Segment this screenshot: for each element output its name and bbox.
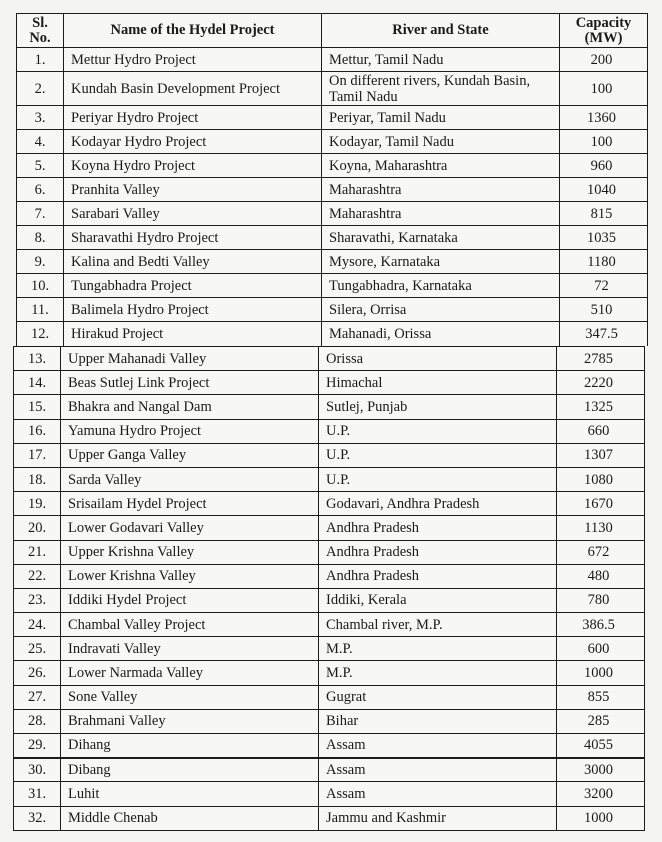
sl-no: 17. [14, 443, 61, 467]
table-row [14, 395, 645, 419]
river-state: U.P. [319, 443, 557, 467]
table-header-row [17, 14, 648, 48]
project-name: Middle Chenab [61, 806, 319, 830]
project-name: Periyar Hydro Project [64, 106, 322, 130]
project-name: Srisailam Hydel Project [61, 492, 319, 516]
header-sl-no-line1: Sl. [32, 14, 48, 31]
table-row [14, 492, 645, 516]
project-name: Sarabari Valley [64, 202, 322, 226]
project-name: Pranhita Valley [64, 178, 322, 202]
capacity: 1000 [557, 806, 645, 830]
table-row [14, 588, 645, 612]
sl-no: 14. [14, 371, 61, 395]
sl-no: 28. [14, 709, 61, 733]
sl-no: 29. [14, 734, 61, 758]
table-row [14, 782, 645, 806]
table-row [14, 685, 645, 709]
header-capacity [560, 14, 648, 48]
capacity: 4055 [557, 734, 645, 758]
capacity: 2785 [557, 347, 645, 371]
table-row [14, 564, 645, 588]
capacity: 1130 [557, 516, 645, 540]
river-state: Andhra Pradesh [319, 540, 557, 564]
capacity: 1307 [557, 443, 645, 467]
sl-no: 19. [14, 492, 61, 516]
project-name: Dihang [61, 734, 319, 758]
table-row [17, 106, 648, 130]
sl-no: 31. [14, 782, 61, 806]
project-name: Iddiki Hydel Project [61, 588, 319, 612]
river-state: Sutlej, Punjab [319, 395, 557, 419]
hydel-projects-table-lower [13, 346, 645, 831]
capacity: 510 [560, 298, 648, 322]
sl-no: 3. [17, 106, 64, 130]
sl-no: 23. [14, 588, 61, 612]
table-row [17, 322, 648, 346]
header-sl-no [17, 14, 64, 48]
river-state: Kodayar, Tamil Nadu [322, 130, 560, 154]
sl-no: 21. [14, 540, 61, 564]
river-state: Silera, Orrisa [322, 298, 560, 322]
river-state: Tungabhadra, Karnataka [322, 274, 560, 298]
capacity: 1180 [560, 250, 648, 274]
river-state: Chambal river, M.P. [319, 613, 557, 637]
river-state: Sharavathi, Karnataka [322, 226, 560, 250]
sl-no: 2. [17, 72, 64, 106]
sl-no: 26. [14, 661, 61, 685]
capacity: 3200 [557, 782, 645, 806]
project-name: Yamuna Hydro Project [61, 419, 319, 443]
table-row [17, 154, 648, 178]
project-name: Balimela Hydro Project [64, 298, 322, 322]
project-name: Beas Sutlej Link Project [61, 371, 319, 395]
sl-no: 25. [14, 637, 61, 661]
table-row [17, 48, 648, 72]
river-state: Maharashtra [322, 178, 560, 202]
river-state: Iddiki, Kerala [319, 588, 557, 612]
table-row [14, 661, 645, 685]
capacity: 480 [557, 564, 645, 588]
project-name: Lower Godavari Valley [61, 516, 319, 540]
capacity: 672 [557, 540, 645, 564]
table-row [17, 298, 648, 322]
sl-no: 9. [17, 250, 64, 274]
river-state: Himachal [319, 371, 557, 395]
sl-no: 11. [17, 298, 64, 322]
sl-no: 4. [17, 130, 64, 154]
river-state: Orissa [319, 347, 557, 371]
sl-no: 10. [17, 274, 64, 298]
table-row [17, 202, 648, 226]
capacity: 1035 [560, 226, 648, 250]
project-name: Upper Mahanadi Valley [61, 347, 319, 371]
project-name: Luhit [61, 782, 319, 806]
table-row [14, 371, 645, 395]
project-name: Sarda Valley [61, 467, 319, 491]
table-row [14, 806, 645, 830]
capacity: 72 [560, 274, 648, 298]
table-row [14, 443, 645, 467]
sl-no: 32. [14, 806, 61, 830]
capacity: 200 [560, 48, 648, 72]
capacity: 2220 [557, 371, 645, 395]
table-row [17, 250, 648, 274]
sl-no: 5. [17, 154, 64, 178]
river-state: Assam [319, 734, 557, 758]
capacity: 347.5 [560, 322, 648, 346]
table-row [14, 467, 645, 491]
capacity: 3000 [557, 758, 645, 782]
capacity: 1000 [557, 661, 645, 685]
river-state: Godavari, Andhra Pradesh [319, 492, 557, 516]
sl-no: 24. [14, 613, 61, 637]
river-state: Mysore, Karnataka [322, 250, 560, 274]
river-state: U.P. [319, 467, 557, 491]
sl-no: 13. [14, 347, 61, 371]
capacity: 660 [557, 419, 645, 443]
project-name: Mettur Hydro Project [64, 48, 322, 72]
river-state: M.P. [319, 637, 557, 661]
project-name: Sone Valley [61, 685, 319, 709]
capacity: 1670 [557, 492, 645, 516]
sl-no: 15. [14, 395, 61, 419]
project-name: Kalina and Bedti Valley [64, 250, 322, 274]
sl-no: 18. [14, 467, 61, 491]
capacity: 1325 [557, 395, 645, 419]
river-state: Maharashtra [322, 202, 560, 226]
capacity: 855 [557, 685, 645, 709]
river-state: Koyna, Maharashtra [322, 154, 560, 178]
river-state: On different rivers, Kundah Basin, Tamil Nadu [322, 72, 560, 106]
river-state: U.P. [319, 419, 557, 443]
table-row [14, 516, 645, 540]
sl-no: 16. [14, 419, 61, 443]
table-row [14, 347, 645, 371]
capacity: 386.5 [557, 613, 645, 637]
capacity: 1040 [560, 178, 648, 202]
river-state: Bihar [319, 709, 557, 733]
table-row [17, 274, 648, 298]
river-state: Assam [319, 758, 557, 782]
header-project-name: Name of the Hydel Project [64, 14, 322, 48]
table-row [14, 637, 645, 661]
header-capacity-line2: (MW) [584, 29, 623, 46]
header-capacity-line1: Capacity [575, 14, 632, 31]
table-row [17, 72, 648, 106]
table-row [17, 178, 648, 202]
capacity: 1080 [557, 467, 645, 491]
capacity: 100 [560, 130, 648, 154]
river-state: Andhra Pradesh [319, 516, 557, 540]
project-name: Bhakra and Nangal Dam [61, 395, 319, 419]
table-row [17, 130, 648, 154]
sl-no: 8. [17, 226, 64, 250]
capacity: 600 [557, 637, 645, 661]
header-sl-no-line2: No. [29, 29, 51, 46]
table-row [14, 419, 645, 443]
table-row [14, 540, 645, 564]
river-state: Mahanadi, Orissa [322, 322, 560, 346]
capacity: 815 [560, 202, 648, 226]
project-name: Indravati Valley [61, 637, 319, 661]
project-name: Sharavathi Hydro Project [64, 226, 322, 250]
table-row [17, 226, 648, 250]
project-name: Upper Krishna Valley [61, 540, 319, 564]
sl-no: 1. [17, 48, 64, 72]
project-name: Koyna Hydro Project [64, 154, 322, 178]
capacity: 960 [560, 154, 648, 178]
project-name: Dibang [61, 758, 319, 782]
sl-no: 22. [14, 564, 61, 588]
table-row [14, 709, 645, 733]
sl-no: 12. [17, 322, 64, 346]
sl-no: 27. [14, 685, 61, 709]
capacity: 285 [557, 709, 645, 733]
river-state: Gugrat [319, 685, 557, 709]
river-state: Andhra Pradesh [319, 564, 557, 588]
project-name: Upper Ganga Valley [61, 443, 319, 467]
table-row [14, 734, 645, 758]
capacity: 100 [560, 72, 648, 106]
capacity: 1360 [560, 106, 648, 130]
project-name: Lower Krishna Valley [61, 564, 319, 588]
sl-no: 30. [14, 758, 61, 782]
project-name: Hirakud Project [64, 322, 322, 346]
river-state: Periyar, Tamil Nadu [322, 106, 560, 130]
river-state: Mettur, Tamil Nadu [322, 48, 560, 72]
sl-no: 20. [14, 516, 61, 540]
project-name: Tungabhadra Project [64, 274, 322, 298]
river-state: Assam [319, 782, 557, 806]
sl-no: 6. [17, 178, 64, 202]
river-state: Jammu and Kashmir [319, 806, 557, 830]
river-state: M.P. [319, 661, 557, 685]
project-name: Lower Narmada Valley [61, 661, 319, 685]
header-river-state: River and State [322, 14, 560, 48]
capacity: 780 [557, 588, 645, 612]
project-name: Chambal Valley Project [61, 613, 319, 637]
table-row [14, 758, 645, 782]
project-name: Kundah Basin Development Project [64, 72, 322, 106]
project-name: Brahmani Valley [61, 709, 319, 733]
table-row [14, 613, 645, 637]
sl-no: 7. [17, 202, 64, 226]
project-name: Kodayar Hydro Project [64, 130, 322, 154]
hydel-projects-table-upper [16, 13, 648, 346]
